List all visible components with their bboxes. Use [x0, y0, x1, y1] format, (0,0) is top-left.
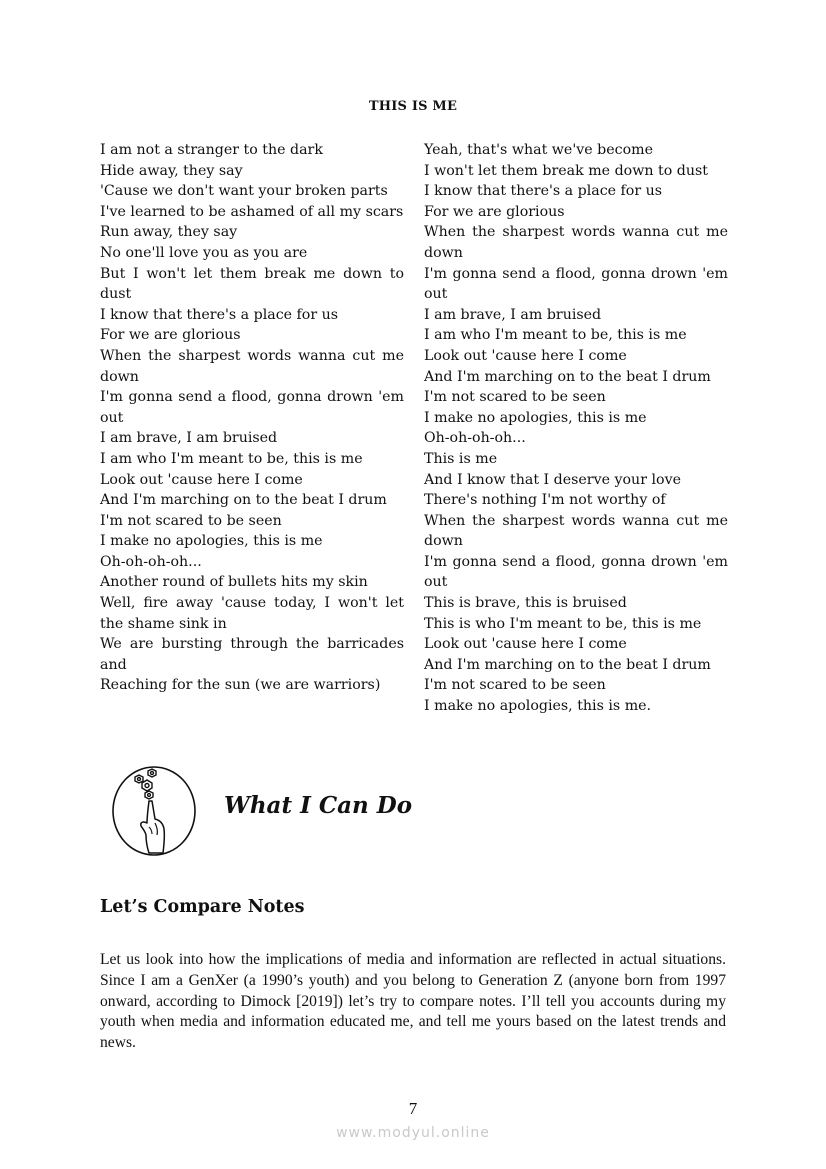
lyric-line: I've learned to be ashamed of all my scars: [100, 203, 404, 220]
lyric-line: I am brave, I am bruised: [100, 430, 278, 447]
lyric-line: When the sharpest words wanna cut me down: [424, 224, 728, 261]
lyric-line: Oh-oh-oh-oh...: [424, 430, 526, 447]
lyric-line: I know that there's a place for us: [100, 306, 339, 323]
lyric-line: 'Cause we don't want your broken parts: [100, 183, 388, 200]
lyric-line: I'm gonna send a flood, gonna drown 'em out: [424, 265, 728, 303]
lyric-line: I make no apologies, this is me: [100, 533, 323, 550]
lyric-line: Oh-oh-oh-oh...: [100, 553, 202, 570]
lyric-line: I am who I'm meant to be, this is me: [100, 450, 363, 467]
activity-paragraph: Let us look into how the implications of media and information are reflected in actual situations. Since I am a GenXer (a 1990’s youth) and you belong to Generation Z (anyone born from 1997 onward, according to Dimock [2019]) let’s try to compare notes. I’ll tell you accounts during my youth when media and information educated me, and tell me yours based on the latest trends and news.: [100, 951, 726, 1052]
lyric-line: For we are glorious: [100, 327, 241, 344]
lyric-line: And I know that I deserve your love: [424, 471, 681, 488]
lyric-line: And I'm marching on to the beat I drum: [424, 656, 711, 673]
lyric-line: I'm not scared to be seen: [424, 389, 606, 406]
lyric-line: Look out 'cause here I come: [424, 636, 627, 653]
lyric-line: I'm not scared to be seen: [100, 512, 282, 529]
lyric-line: I make no apologies, this is me: [424, 409, 647, 426]
lyric-line: Look out 'cause here I come: [100, 471, 303, 488]
lyric-line: This is who I'm meant to be, this is me: [424, 615, 702, 632]
lyric-line: I am who I'm meant to be, this is me: [424, 327, 687, 344]
lyric-line: For we are glorious: [424, 203, 565, 220]
lyric-line: I'm gonna send a flood, gonna drown 'em out: [100, 389, 404, 426]
lyric-line: Look out 'cause here I come: [424, 347, 627, 364]
lyrics-left-column: [100, 140, 404, 696]
lyrics-right-column: [424, 140, 728, 717]
hand-gears-icon: [111, 765, 197, 857]
lyric-line: When the sharpest words wanna cut me down: [424, 512, 728, 550]
page-number: 7: [408, 1099, 418, 1118]
lyric-line: There's nothing I'm not worthy of: [424, 492, 666, 509]
lyric-line: I'm gonna send a flood, gonna drown 'em out: [424, 553, 728, 591]
lyric-line: This is me: [424, 450, 498, 467]
lyric-line: I am brave, I am bruised: [424, 306, 602, 323]
lyric-line: Another round of bullets hits my skin: [100, 574, 368, 591]
lyric-line: When the sharpest words wanna cut me down: [100, 347, 404, 385]
lyric-line: No one'll love you as you are: [100, 244, 308, 261]
lyric-line: Run away, they say: [100, 224, 238, 241]
lyric-line: And I'm marching on to the beat I drum: [424, 368, 711, 385]
watermark: www.modyul.online: [336, 1125, 490, 1141]
lyric-line: This is brave, this is bruised: [424, 595, 627, 612]
lyric-line: I'm not scared to be seen: [424, 677, 606, 694]
activity-heading: Let’s Compare Notes: [100, 897, 305, 917]
lyric-line: Well, fire away 'cause today, I won't let the shame sink in: [100, 595, 404, 632]
song-title: THIS IS ME: [368, 99, 458, 114]
lyric-line: I know that there's a place for us: [424, 183, 663, 200]
lyric-line: I am not a stranger to the dark: [100, 142, 323, 158]
lyric-line: Yeah, that's what we've become: [424, 142, 653, 158]
lyric-line: And I'm marching on to the beat I drum: [100, 492, 387, 509]
lyric-line: Hide away, they say: [100, 162, 243, 179]
lyric-line: We are bursting through the barricades and: [100, 636, 404, 673]
lyric-line: I make no apologies, this is me.: [424, 698, 652, 715]
lyric-line: Reaching for the sun (we are warriors): [100, 677, 381, 694]
lyric-line: But I won't let them break me down to dust: [100, 265, 404, 303]
section-title: What I Can Do: [224, 792, 413, 819]
lyric-line: I won't let them break me down to dust: [424, 162, 708, 179]
